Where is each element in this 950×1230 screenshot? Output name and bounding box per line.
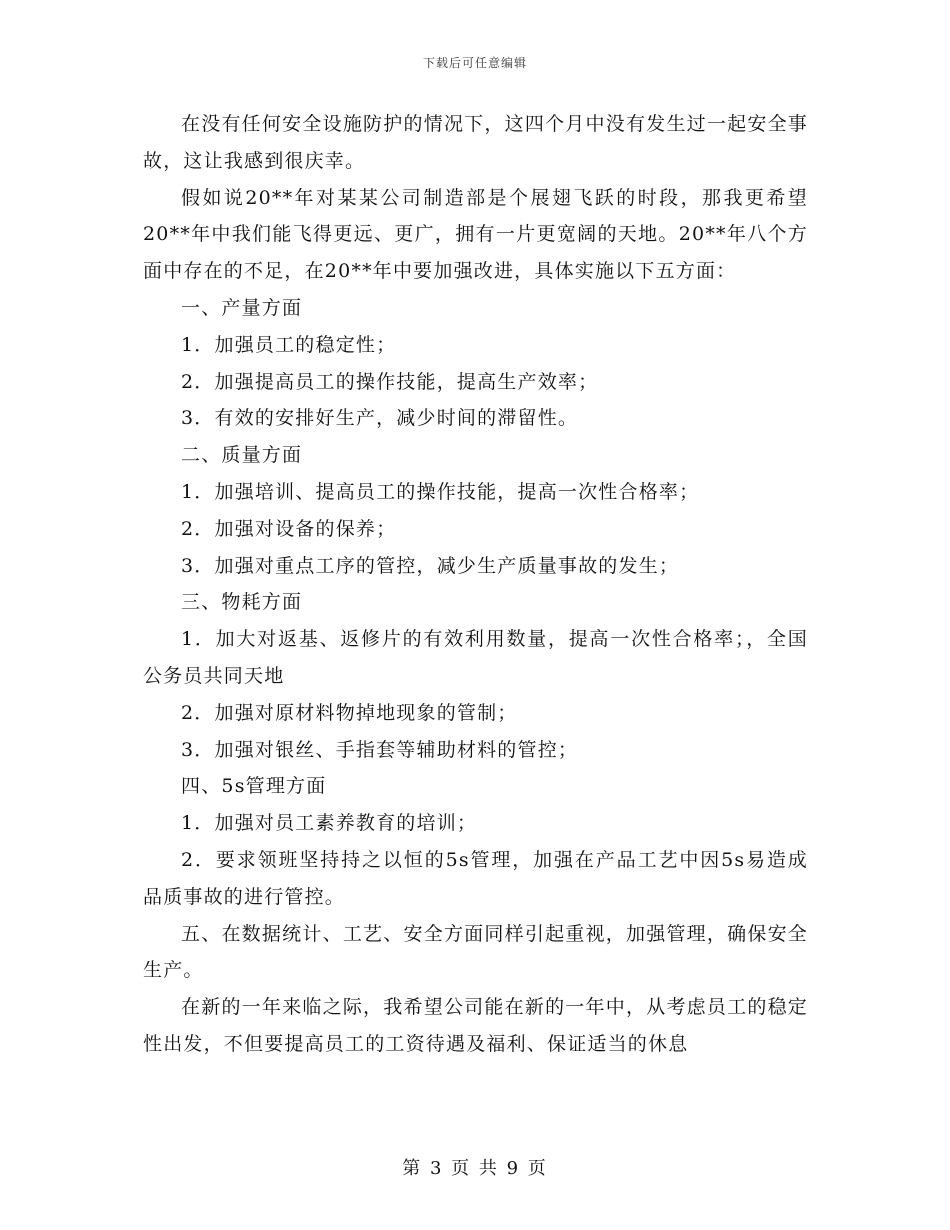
section-heading: 四、5s管理方面 [181, 775, 327, 798]
list-item: 2．加强对设备的保养； [181, 517, 397, 540]
list-item: 1．加强对员工素养教育的培训； [181, 812, 478, 835]
document-body [143, 106, 808, 1063]
list-item: 1．加强培训、提高员工的操作技能，提高一次性合格率； [181, 480, 700, 503]
list-item: 1．加强员工的稳定性； [181, 333, 397, 356]
list-item: 2．加强提高员工的操作技能，提高生产效率； [181, 370, 599, 393]
paragraph: 假如说20**年对某某公司制造部是个展翅飞跃的时段，那我更希望20**年中我们能飞得更远、更广，拥有一片更宽阔的天地。20**年八个方面中存在的不足，在20**年中要加强改进，具体实施以下五方面： [143, 186, 808, 283]
list-item: 1．加大对返基、返修片的有效利用数量，提高一次性合格率；，全国公务员共同天地 [143, 628, 808, 687]
list-item: 3．有效的安排好生产，减少时间的滞留性。 [181, 407, 579, 430]
page-number: 第 3 页 共 9 页 [402, 1158, 548, 1179]
section-heading: 一、产量方面 [181, 296, 303, 319]
list-item: 2．加强对原材料物掉地现象的管制； [181, 701, 518, 724]
paragraph: 在新的一年来临之际，我希望公司能在新的一年中，从考虑员工的稳定性出发，不但要提高员工的工资待遇及福利、保证适当的休息 [143, 996, 808, 1055]
section-heading: 五、在数据统计、工艺、安全方面同样引起重视，加强管理，确保安全生产。 [143, 922, 808, 982]
list-item: 3．加强对银丝、手指套等辅助材料的管控； [181, 738, 579, 761]
list-item: 2．要求领班坚持持之以恒的5s管理，加强在产品工艺中因5s易造成品质事故的进行管控。 [143, 848, 808, 908]
section-heading: 三、物耗方面 [181, 591, 303, 614]
list-item: 3．加强对重点工序的管控，减少生产质量事故的发生； [181, 554, 680, 577]
section-heading: 二、质量方面 [181, 444, 303, 467]
paragraph: 在没有任何安全设施防护的情况下，这四个月中没有发生过一起安全事故，这让我感到很庆幸。 [143, 113, 808, 172]
page-header: 下载后可任意编辑 [422, 56, 527, 70]
